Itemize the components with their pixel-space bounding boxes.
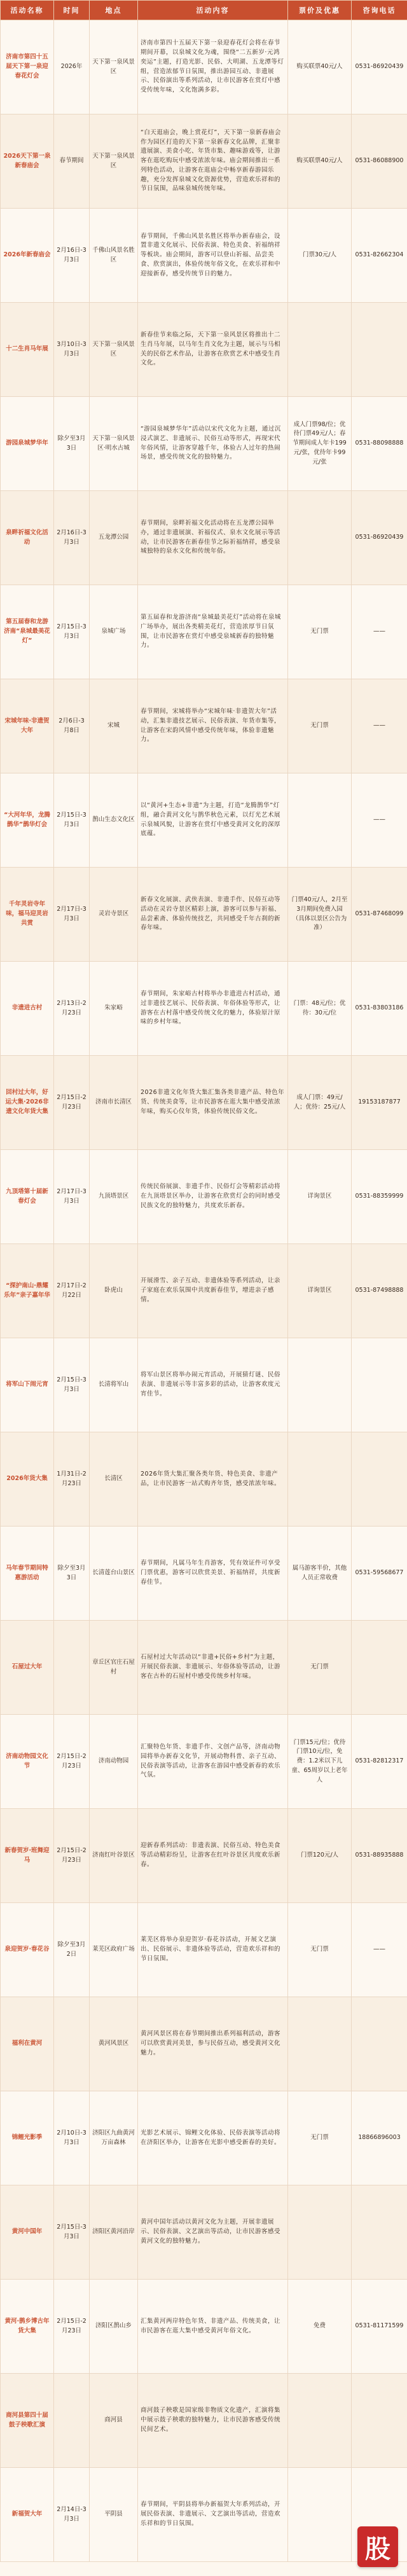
event-price-cell [288,1997,352,2091]
event-phone-cell [352,1338,407,1432]
event-name-cell: 马年春节期间特惠游活动 [1,1527,54,1621]
event-name-cell: 2026年新春庙会 [1,209,54,303]
event-phone-cell: —— [352,585,407,679]
event-place-cell: 商河县 [90,2374,138,2468]
event-content-cell: 济南市第四十五届天下第一泉迎春花灯会将在春节期间开幕，以泉城文化为魂，围绕“二五新岁·元鸿奕运”主题，打造光影、民俗、大明湖、五龙潭等灯组，营造浓郁节日氛围，推出游园互动、非遗展示、民俗演出等系列活动，让市民游客在赏灯中感受传统年味，文化饱满多彩。 [138,20,288,114]
event-price-cell: 详询景区 [288,1244,352,1338]
event-price-cell: 购买联票40元/人 [288,114,352,209]
table-row [1,1432,407,1527]
event-time-cell: 2月14日-3月3日 [54,2468,90,2562]
table-body [1,20,407,2562]
event-content-cell: 黄河风景区将在春节期间推出系列福利活动，游客可以欣赏黄河美景，参与民俗互动，感受黄河文化魅力。 [138,1997,288,2091]
event-price-cell [288,773,352,868]
event-price-cell [288,491,352,585]
event-place-cell: 泉城广场 [90,585,138,679]
table-row [1,2468,407,2562]
event-place-cell: 天下第一泉风景区·明水古城 [90,397,138,491]
event-phone-cell: 0531-59568677 [352,1527,407,1621]
event-time-cell: 2月15日-2月23日 [54,1056,90,1150]
event-name-cell: 新福贺大年 [1,2468,54,2562]
event-name-cell: 将军山下闹元宵 [1,1338,54,1432]
event-price-cell: 成人门票：49元/人；优待：25元/人 [288,1056,352,1150]
event-phone-cell: 0531-82662304 [352,209,407,303]
event-time-cell: 除夕至3月3日 [54,397,90,491]
event-content-cell: 以“黄河+生态+非遗”为主题，打造“龙腾鹊华”灯组，融合黄河文化与鹊华秋色元素，以灯光艺术展示泉城风貌，让游客在赏灯中感受黄河文化的深厚底蕴。 [138,773,288,868]
event-content-cell: 汇聚特色年货、非遗手作、文创产品等，济南动物园将举办新春文化节，开展动物科普、亲子互动、民俗表演等活动，让游客在游园中感受新春的欢乐气氛。 [138,1715,288,1809]
event-place-cell: 五龙潭公园 [90,491,138,585]
event-name-cell: 第五届春和龙游济南“泉城最美花灯” [1,585,54,679]
event-phone-cell: —— [352,773,407,868]
event-price-cell: 购买联票40元/人 [288,20,352,114]
event-price-cell: 属马游客半价，其他人员正常收费 [288,1527,352,1621]
event-content-cell: 第五届春和龙游济南“泉城最美花灯”活动将在泉城广场举办，展出各类精美花灯，营造浓厚节日氛围，让市民游客在赏灯中感受泉城新春的独特魅力。 [138,585,288,679]
event-time-cell: 2月15日-3月3日 [54,773,90,868]
event-phone-cell: 0531-86088900 [352,114,407,209]
event-phone-cell [352,1432,407,1527]
event-content-cell: 光影艺术展示、锦鲤文化体验、民俗表演等活动将在济阳区举办，让游客在光影中感受新春的美好。 [138,2091,288,2185]
event-place-cell: 济阳区九曲黄河万亩森林 [90,2091,138,2185]
table-row [1,20,407,114]
event-name-cell: 商河县第四十届鼓子秧歌汇演 [1,2374,54,2468]
event-name-cell: 泉畔祈福文化活动 [1,491,54,585]
table-row [1,2280,407,2374]
event-time-cell: 2月16日-3月3日 [54,491,90,585]
event-name-cell: 泉迎贺岁·春花谷 [1,1903,54,1997]
table-row [1,1056,407,1150]
event-name-cell: 锦鲤光影季 [1,2091,54,2185]
event-time-cell: 2月15日-2月23日 [54,2280,90,2374]
event-price-cell: 门票15元/位；优待门票10元/位，免费：1.2米以下儿童、65周岁以上老年人 [288,1715,352,1809]
table-row [1,1621,407,1715]
event-place-cell: 天下第一泉风景区 [90,20,138,114]
table-row [1,1150,407,1244]
event-content-cell: 春节期间，宋城将举办“宋城年味·非遗贺大年”活动，汇集非遗技艺展示、民俗表演、年货市集等，让游客在宋韵风情中感受传统年味，体验非遗魅力。 [138,679,288,773]
event-name-cell: 十二生肖马年展 [1,303,54,397]
event-content-cell: 春节期间，千佛山风景名胜区将举办新春庙会，设置非遗文化展示、民俗表演、特色美食、祈福纳祥等板块。庙会期间，游客可以登山祈福、品尝美食、欣赏演出，体验传统年俗文化，在欢乐祥和中迎接新春，感受传统节日的魅力。 [138,209,288,303]
event-name-cell: 千年灵岩寺年味，福马迎灵岩共赏 [1,868,54,962]
event-content-cell: 黄河中国年活动以黄河文化为主题，开展非遗展示、民俗表演、文艺演出等活动，让市民游客感受黄河文化的独特魅力。 [138,2185,288,2280]
event-time-cell: 除夕至3月2日 [54,1903,90,1997]
header-name: 活动名称 [1,1,54,20]
event-price-cell: 成人门票98/位；优待门票49元/人；春节期间成人年卡199元/张，优待年卡99元/张 [288,397,352,491]
event-time-cell: 2月17日-3月3日 [54,1150,90,1244]
event-phone-cell [352,1621,407,1715]
event-content-cell: 迎新春系列活动：非遗表演、民俗互动、特色美食等活动精彩纷呈，让游客在红叶谷景区共度欢乐新春。 [138,1809,288,1903]
event-place-cell: 鹊山生态文化区 [90,773,138,868]
event-place-cell: 灵岩寺景区 [90,868,138,962]
event-time-cell: 2月15日-2月23日 [54,1809,90,1903]
table-row [1,114,407,209]
event-name-cell: “大河年华，龙腾鹊华”鹊华灯会 [1,773,54,868]
table-row [1,2185,407,2280]
table-row [1,397,407,491]
event-price-cell: 无门票 [288,679,352,773]
event-name-cell: 回村过大年，好运大集·2026非遗文化年货大集 [1,1056,54,1150]
event-price-cell [288,2468,352,2562]
event-place-cell: 黄河风景区 [90,1997,138,2091]
event-time-cell: 2月6日-3月8日 [54,679,90,773]
event-content-cell: “白天逛庙会，晚上赏花灯”，天下第一泉新春庙会作为园区打造的天下第一泉新春文化品牌，汇聚非遗展演、美食小吃、年货市集、趣味游戏等，让游客在逛吃购玩中感受浓浓年味。庙会期间推出一系列特色活动，让游客在逛庙会中畅享新春游园乐趣，充分发挥泉城文化资源优势，营造欢乐祥和的节日氛围，品味泉城传统年味。 [138,114,288,209]
table-row [1,1809,407,1903]
event-phone-cell [352,2185,407,2280]
event-phone-cell: 0531-81171599 [352,2280,407,2374]
header-price: 票价及优惠 [288,1,352,20]
event-place-cell: 济南红叶谷景区 [90,1809,138,1903]
event-phone-cell: 19153187877 [352,1056,407,1150]
event-time-cell: 2月15日-3月3日 [54,2185,90,2280]
table-row [1,1903,407,1997]
event-time-cell [54,2374,90,2468]
event-place-cell: 济南动物园 [90,1715,138,1809]
event-time-cell: 1月31日-2月23日 [54,1432,90,1527]
event-name-cell: 黄河·鹊乡博古年货大集 [1,2280,54,2374]
event-place-cell: 天下第一泉风景区 [90,114,138,209]
event-place-cell: 长清莲台山景区 [90,1527,138,1621]
event-content-cell: 春节期间，凡属马年生肖游客，凭有效证件可享受门票优惠，游客可以欣赏美景、祈福纳祥，共度新春佳节。 [138,1527,288,1621]
event-name-cell: 福利在黄河 [1,1997,54,2091]
event-phone-cell: 0531-86920439 [352,491,407,585]
watermark-logo [357,2526,398,2567]
event-price-cell: 无门票 [288,1903,352,1997]
event-phone-cell: 0531-86920439 [352,20,407,114]
header-content: 活动内容 [138,1,288,20]
event-place-cell: 平阴县 [90,2468,138,2562]
event-time-cell: 2月17日-3月3日 [54,868,90,962]
event-price-cell: 免费 [288,2280,352,2374]
event-phone-cell: 0531-88359999 [352,1150,407,1244]
event-time-cell [54,1621,90,1715]
event-price-cell [288,2185,352,2280]
table-row [1,1715,407,1809]
event-price-cell: 无门票 [288,1621,352,1715]
event-price-cell: 门票120元/人 [288,1809,352,1903]
event-time-cell: 2月15日-3月3日 [54,585,90,679]
event-name-cell: “探护南山·鼎耀乐年”亲子嘉年华 [1,1244,54,1338]
event-content-cell: 开展滑雪、亲子互动、非遗体验等系列活动，让亲子家庭在欢乐氛围中共度新春佳节，增进亲子感情。 [138,1244,288,1338]
event-content-cell: 2026非遗文化年货大集汇集各类非遗产品、特色年货、传统美食等，让市民游客在逛大集中感受浓浓年味，购买心仪年货，体验传统民俗文化。 [138,1056,288,1150]
event-name-cell: 游园泉城梦华年 [1,397,54,491]
event-place-cell: 长清区 [90,1432,138,1527]
event-content-cell: 2026年货大集汇聚各类年货、特色美食、非遗产品，让市民游客一站式购齐年货，感受浓浓年味。 [138,1432,288,1527]
watermark-icon: 股 [365,2534,390,2564]
event-price-cell [288,1432,352,1527]
event-content-cell: 莱芜区将举办泉迎贺岁·春花谷活动，开展文艺演出、民俗展示、非遗体验等活动，营造欢乐祥和的节日氛围。 [138,1903,288,1997]
table-row [1,962,407,1056]
event-price-cell [288,303,352,397]
event-content-cell: 春节期间，朱家峪古村将举办非遗进古村活动，通过非遗技艺展示、民俗表演、年俗体验等形式，让游客在古村落中感受传统文化的魅力，体验原汁原味的乡村年味。 [138,962,288,1056]
table-row [1,1244,407,1338]
event-name-cell: 2026年货大集 [1,1432,54,1527]
table-row [1,209,407,303]
table-row [1,2374,407,2468]
event-phone-cell [352,2374,407,2468]
event-name-cell: 九顶塔第十届新春灯会 [1,1150,54,1244]
table-row [1,773,407,868]
table-row [1,1527,407,1621]
event-place-cell: 莱芜区政府广场 [90,1903,138,1997]
event-phone-cell: 0531-88098888 [352,397,407,491]
event-name-cell: 非遗进古村 [1,962,54,1056]
table-row [1,1338,407,1432]
event-content-cell: 汇集黄河两岸特色年货、非遗产品、传统美食，让市民游客在逛大集中感受黄河年俗文化。 [138,2280,288,2374]
event-price-cell: 详询景区 [288,1150,352,1244]
event-time-cell: 春节期间 [54,114,90,209]
event-time-cell: 除夕至3月3日 [54,1527,90,1621]
event-content-cell: 石屋村过大年活动以“非遗+民俗+乡村”为主题，开展民俗表演、非遗展示、年俗体验等活动，让游客在古朴的石屋村中感受传统乡村年味。 [138,1621,288,1715]
event-place-cell: 济阳区鹊山乡 [90,2280,138,2374]
table-row [1,585,407,679]
event-name-cell: 济南市第四十五届天下第一泉迎春花灯会 [1,20,54,114]
table-row [1,303,407,397]
event-place-cell: 千佛山风景名胜区 [90,209,138,303]
event-phone-cell: 0531-82812317 [352,1715,407,1809]
event-content-cell: 新春文化展演、武侠表演、非遗手作、民俗互动等活动在灵岩寺景区精彩上演，游客可以参与祈福、品尝素斋、体验传统技艺，共同感受千年古刹的新春年味。 [138,868,288,962]
event-price-cell: 无门票 [288,2091,352,2185]
event-phone-cell: 0531-83803186 [352,962,407,1056]
table-row [1,2091,407,2185]
event-place-cell: 朱家峪 [90,962,138,1056]
event-content-cell: 将军山景区将举办闹元宵活动，开展猜灯谜、民俗表演、非遗展示等丰富多彩的活动，让游客欢度元宵佳节。 [138,1338,288,1432]
event-name-cell: 宋城年味·非遗贺大年 [1,679,54,773]
table-header-row [1,1,407,20]
event-place-cell: 济阳区黄河沿岸 [90,2185,138,2280]
header-place: 地点 [90,1,138,20]
event-time-cell: 2月10日-3月3日 [54,2091,90,2185]
event-phone-cell: 0531-87498888 [352,1244,407,1338]
event-name-cell: 2026天下第一泉新春庙会 [1,114,54,209]
event-phone-cell: —— [352,679,407,773]
event-phone-cell [352,1997,407,2091]
event-content-cell: 春节期间，平阴县将举办新福贺大年系列活动，开展民俗表演、非遗展示、文艺演出等活动，营造欢乐祥和的节日氛围。 [138,2468,288,2562]
event-name-cell: 济南动物园文化节 [1,1715,54,1809]
event-phone-cell: 18866896003 [352,2091,407,2185]
event-content-cell: 传统民俗展演、非遗手作、民俗灯会等精彩活动将在九顶塔景区举办，让游客在欣赏灯会的同时感受民族文化的独特魅力，共度欢乐新春。 [138,1150,288,1244]
event-name-cell: 石屋过大年 [1,1621,54,1715]
event-phone-cell [352,303,407,397]
event-time-cell: 2月16日-3月3日 [54,209,90,303]
event-content-cell: 春节期间，泉畔祈福文化活动将在五龙潭公园举办，通过非遗展演、祈福仪式、泉水文化展示等活动，让市民游客在新春佳节之际祈福纳祥，感受泉城独特的泉水文化和传统年俗。 [138,491,288,585]
event-time-cell [54,1997,90,2091]
event-phone-cell: 0531-88935888 [352,1809,407,1903]
table-row [1,679,407,773]
event-place-cell: 章丘区官庄石屋村 [90,1621,138,1715]
event-time-cell: 2月15日-3月3日 [54,1338,90,1432]
event-price-cell [288,2374,352,2468]
header-time: 时间 [54,1,90,20]
header-phone: 咨询电话 [352,1,407,20]
event-place-cell: 长清将军山 [90,1338,138,1432]
event-content-cell: “游园泉城梦华年”活动以宋代文化为主题，通过沉浸式演艺、非遗展示、民俗互动等形式，再现宋代年俗风情，让游客穿越千年，体验古人过年的热闹场景，感受传统文化的独特魅力。 [138,397,288,491]
event-content-cell: 新春佳节来临之际，天下第一泉风景区将推出十二生肖马年展，以马年生肖文化为主题，展示与马相关的民俗艺术作品，让游客在欣赏艺术中感受生肖文化。 [138,303,288,397]
event-price-cell [288,1338,352,1432]
event-price-cell: 门票：48元/位；优待：30元/位 [288,962,352,1056]
event-time-cell: 2月17日-2月22日 [54,1244,90,1338]
event-time-cell: 3月10日-3月3日 [54,303,90,397]
table-row [1,1997,407,2091]
event-time-cell: 2月13日-2月23日 [54,962,90,1056]
event-place-cell: 宋城 [90,679,138,773]
event-price-cell: 门票40元/人，2月至3月期间免费入园（具体以景区公告为准） [288,868,352,962]
event-price-cell: 门票30元/人 [288,209,352,303]
event-place-cell: 济南市长清区 [90,1056,138,1150]
event-place-cell: 九顶塔景区 [90,1150,138,1244]
event-name-cell: 黄河中国年 [1,2185,54,2280]
event-content-cell: 商河鼓子秧歌是国家级非物质文化遗产，汇演将集中展示鼓子秧歌的独特魅力，让市民游客感受传统民间艺术。 [138,2374,288,2468]
event-name-cell: 新春贺岁·班舞迎马 [1,1809,54,1903]
event-phone-cell: 0531-87468099 [352,868,407,962]
event-time-cell: 2月15日-2月23日 [54,1715,90,1809]
event-price-cell: 无门票 [288,585,352,679]
event-place-cell: 天下第一泉风景区 [90,303,138,397]
event-place-cell: 卧虎山 [90,1244,138,1338]
table-row [1,491,407,585]
table-row [1,868,407,962]
event-time-cell: 2026年 [54,20,90,114]
event-phone-cell: —— [352,1903,407,1997]
